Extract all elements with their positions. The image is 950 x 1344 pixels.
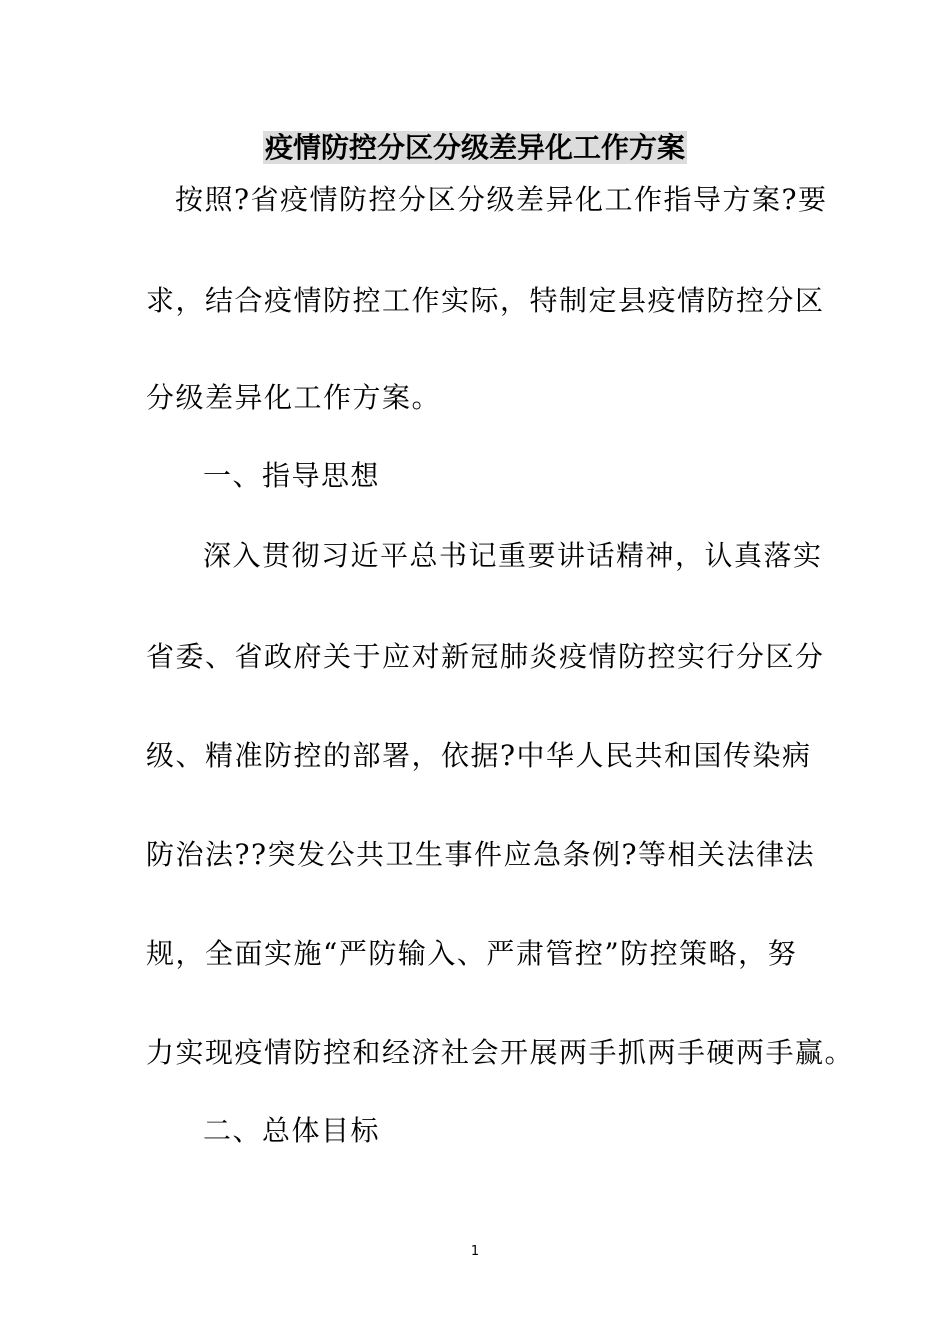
section-heading: 一、指导思想: [203, 459, 381, 492]
paragraph-line: 分级差异化工作方案。: [146, 381, 442, 414]
paragraph-line: 防治法??突发公共卫生事件应急条例?等相关法律法: [146, 838, 816, 871]
section-heading: 二、总体目标: [203, 1114, 381, 1147]
document-title-text: 疫情防控分区分级差异化工作方案: [264, 131, 685, 164]
page-number: 1: [470, 1244, 480, 1259]
paragraph-line: 深入贯彻习近平总书记重要讲话精神，认真落实: [203, 539, 823, 572]
paragraph-line: 力实现疫情防控和经济社会开展两手抓两手硬两手赢。: [146, 1036, 855, 1069]
paragraph-line: 省委、省政府关于应对新冠肺炎疫情防控实行分区分: [146, 640, 825, 673]
document-title: [0, 128, 950, 168]
paragraph-line: 按照?省疫情防控分区分级差异化工作指导方案?要: [175, 183, 828, 216]
paragraph-line: 级、精准防控的部署，依据?中华人民共和国传染病: [146, 739, 812, 772]
paragraph-line: 规，全面实施“严防输入、严肃管控”防控策略，努: [146, 937, 798, 970]
paragraph-line: 求，结合疫情防控工作实际，特制定县疫情防控分区: [146, 284, 825, 317]
